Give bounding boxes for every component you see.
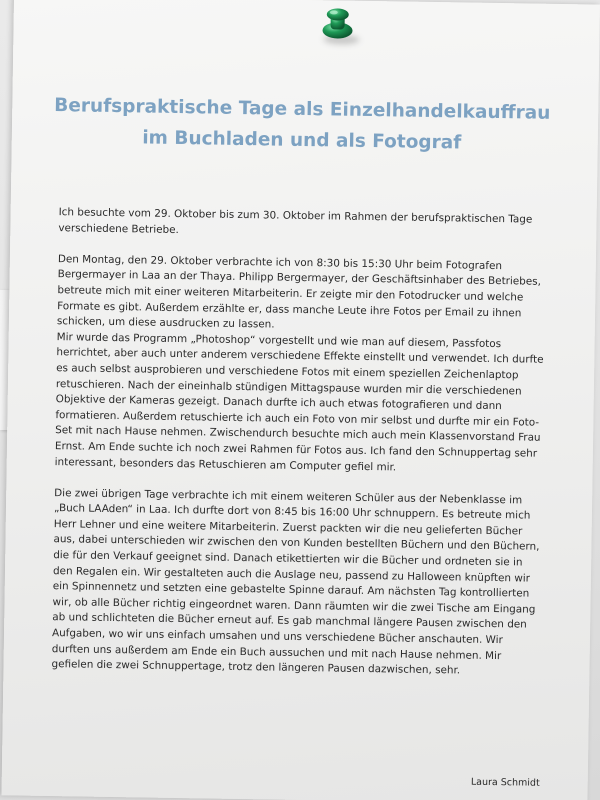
photographer-paragraph: Den Montag, den 29. Oktober verbrachte ich von 8:30 bis 15:30 Uhr beim Fotografen Bergermayer in Laa an der Thaya. Philipp Bergermayer, der Geschäftsinhaber des Betriebes, betreute mich mit einer weiteren Mitarbeiterin. Er zeigte mir den Fotodrucker und welche Formate es gibt. Außerdem erzählte er, dass manche Leute ihre Fotos per Email zu ihnen schicken, um diese ausdrucken zu lassen. [56,252,542,331]
intro-paragraph: Ich besuchte vom 29. Oktober bis zum 30. Oktober im Rahmen der berufspraktischen Tage verschiedene Betriebe. [58,206,533,236]
document-body [51,205,547,696]
bookstore-paragraph: Die zwei übrigen Tage verbrachte ich mit einem weiteren Schüler aus der Nebenklasse im „Buch LAAden“ in Laa. Ich durfte dort von 8:45 bis 16:00 Uhr schnuppern. Es betreute mich Herr Lehner und eine weitere Mitarbeiterin. Zuerst packten wir die neu gelieferten Bücher aus, dabei unterschieden wir zwischen den von Kunden bestellten Büchern und den Büchern, die für den Verkauf geeignet sind. Danach etikettierten wir die Bücher und ordneten sie in den Regalen ein. Wir gestalteten auch die Auslage neu, passend zu Halloween knüpften wir ein Spinnennetz und setzten eine gebastelte Spinne darauf. Am nächsten Tag kontrollierten wir, ob alle Bücher richtig eingeordnet waren. Dann räumten wir die zwei Tische am Eingang ab und schlichteten die Bücher erneut auf. Es gab manchmal längere Pausen zwischen den Aufgaben, wo wir uns einfach umsahen und uns verschiedene Bücher anschauten. Wir durften uns außerdem am Ende ein Buch aussuchen und mit nach Hause nehmen. Mir gefielen die zwei Schnuppertage, trotz den längeren Pausen dazwischen, sehr. [51,486,540,677]
photoshop-paragraph: Mir wurde das Programm „Photoshop“ vorgestellt und wie man auf diesem, Passfotos herrichtet, aber auch unter anderem verschiedene Effekte einstellt und verwendet. Ich durfte es auch selbst ausprobieren und verschiedene Fotos mit einem speziellen Zeichenlaptop retuschieren. Nach der eineinhalb stündigen Mittagspause wurden mir die verschiedenen Objektive der Kameras gezeigt. Danach durfte ich auch etwas fotografieren und dann formatieren. Außerdem retuschierte ich auch ein Foto von mir selbst und durfte mir ein Foto-Set mit nach Hause nehmen. Zwischendurch besuchte mich auch mein Klassenvorstand Frau Ernst. Am Ende suchte ich noch zwei Rahmen für Fotos aus. Ich fand den Schnuppertag sehr interessant, besonders das Retuschieren am Computer gefiel mir. [54,330,544,473]
document-page [1,0,599,800]
push-pin-icon [319,6,356,41]
document-title: Berufspraktische Tage als Einzelhandelkauffrau im Buchladen und als Fotograf [54,95,551,154]
author-signature: Laura Schmidt [470,776,540,789]
